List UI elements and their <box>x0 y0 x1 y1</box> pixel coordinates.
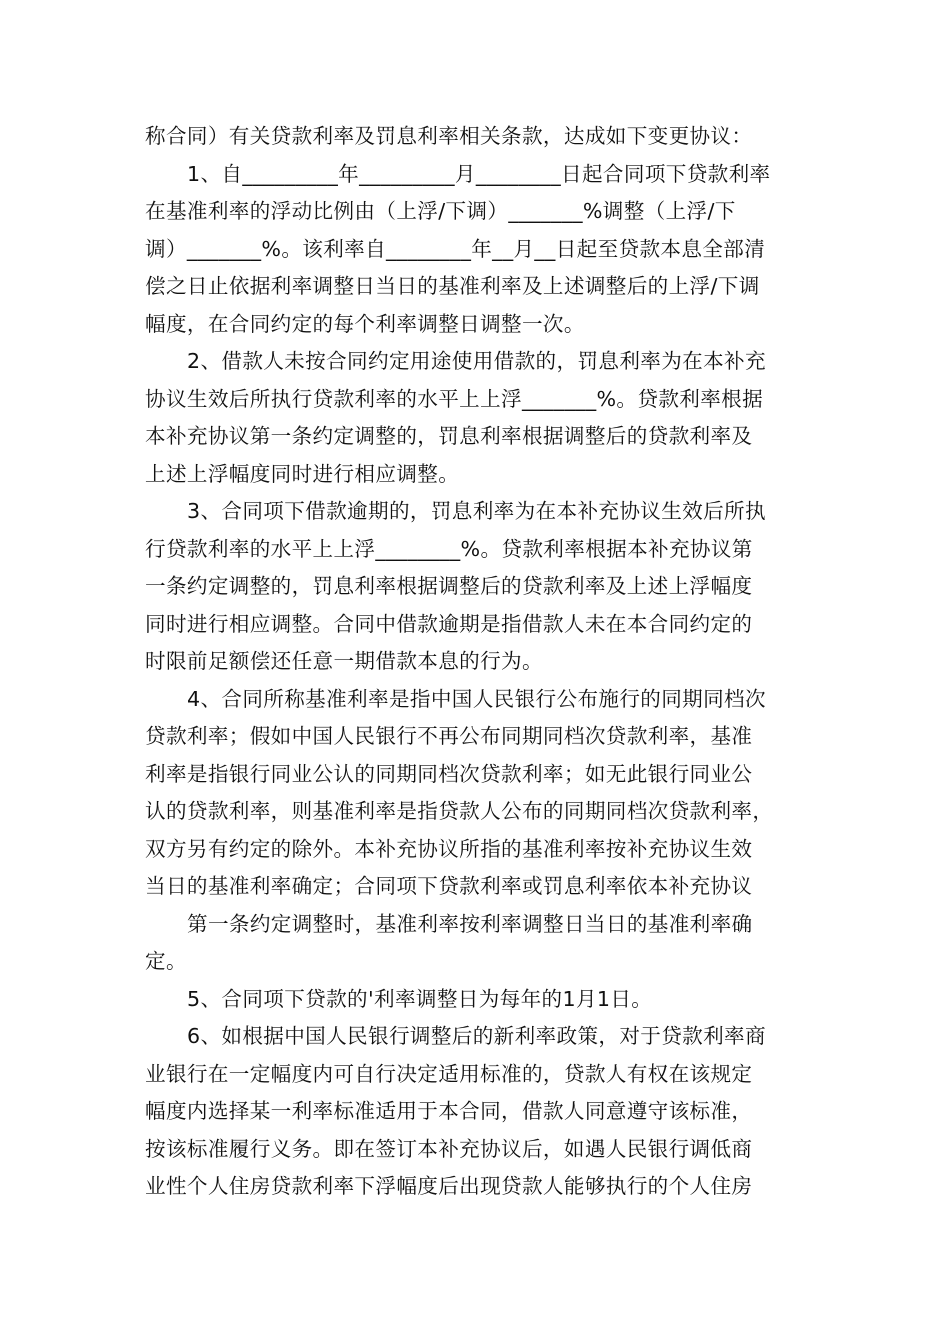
text-line: 按该标准履行义务。即在签订本补充协议后，如遇人民银行调低商 <box>145 1136 753 1161</box>
clause-3-line: 3、合同项下借款逾期的，罚息利率为在本补充协议生效后所执 <box>187 499 766 523</box>
text-line: 称合同）有关贷款利率及罚息利率相关条款，达成如下变更协议： <box>145 124 753 148</box>
text-line: 定。 <box>145 949 187 973</box>
text-line: 上述上浮幅度同时进行相应调整。 <box>145 461 460 486</box>
text-line: 协议生效后所执行贷款利率的水平上上浮_______%。贷款利率根据 <box>145 386 764 411</box>
text-line: 业性个人住房贷款利率下浮幅度后出现贷款人能够执行的个人住房 <box>145 1174 753 1198</box>
text-line: 时限前足额偿还任意一期借款本息的行为。 <box>145 649 543 673</box>
clause-6-line: 6、如根据中国人民银行调整后的新利率政策，对于贷款利率商 <box>187 1024 766 1048</box>
text-line: 在基准利率的浮动比例由（上浮/下调）_______%调整（上浮/下 <box>145 199 736 223</box>
clause-5-line: 5、合同项下贷款的'利率调整日为每年的1月1日。 <box>187 986 653 1011</box>
text-line: 一条约定调整的，罚息利率根据调整后的贷款利率及上述上浮幅度 <box>145 574 753 598</box>
text-line: 业银行在一定幅度内可自行决定适用标准的，贷款人有权在该规定 <box>145 1061 753 1086</box>
text-line: 双方另有约定的除外。本补充协议所指的基准利率按补充协议生效 <box>145 836 753 861</box>
text-line: 当日的基准利率确定；合同项下贷款利率或罚息利率依本补充协议 <box>145 874 753 898</box>
text-line: 贷款利率；假如中国人民银行不再公布同期同档次贷款利率，基准 <box>145 724 753 748</box>
text-line: 幅度内选择某一利率标准适用于本合同，借款人同意遵守该标准， <box>145 1099 753 1123</box>
text-line: 同时进行相应调整。合同中借款逾期是指借款人未在本合同约定的 <box>145 611 753 636</box>
text-line: 第一条约定调整时，基准利率按利率调整日当日的基准利率确 <box>187 911 753 936</box>
text-line: 本补充协议第一条约定调整的，罚息利率根据调整后的贷款利率及 <box>145 424 753 448</box>
text-line: 认的贷款利率，则基准利率是指贷款人公布的同期同档次贷款利率， <box>145 799 774 823</box>
text-line: 利率是指银行同业公认的同期同档次贷款利率；如无此银行同业公 <box>145 761 753 786</box>
text-line: 调）_______%。该利率自________年__月__日起至贷款本息全部清 <box>145 236 766 261</box>
clause-4-line: 4、合同所称基准利率是指中国人民银行公布施行的同期同档次 <box>187 686 766 711</box>
text-line: 行贷款利率的水平上上浮________%。贷款利率根据本补充协议第 <box>145 536 753 561</box>
clause-2-line: 2、借款人未按合同约定用途使用借款的，罚息利率为在本补充 <box>187 349 766 373</box>
text-line: 偿之日止依据利率调整日当日的基准利率及上述调整后的上浮/下调 <box>145 274 760 298</box>
text-line: 幅度，在合同约定的每个利率调整日调整一次。 <box>145 311 585 336</box>
clause-1-line: 1、自_________年_________月________日起合同项下贷款利率 <box>187 161 771 186</box>
document-body <box>145 118 807 1206</box>
